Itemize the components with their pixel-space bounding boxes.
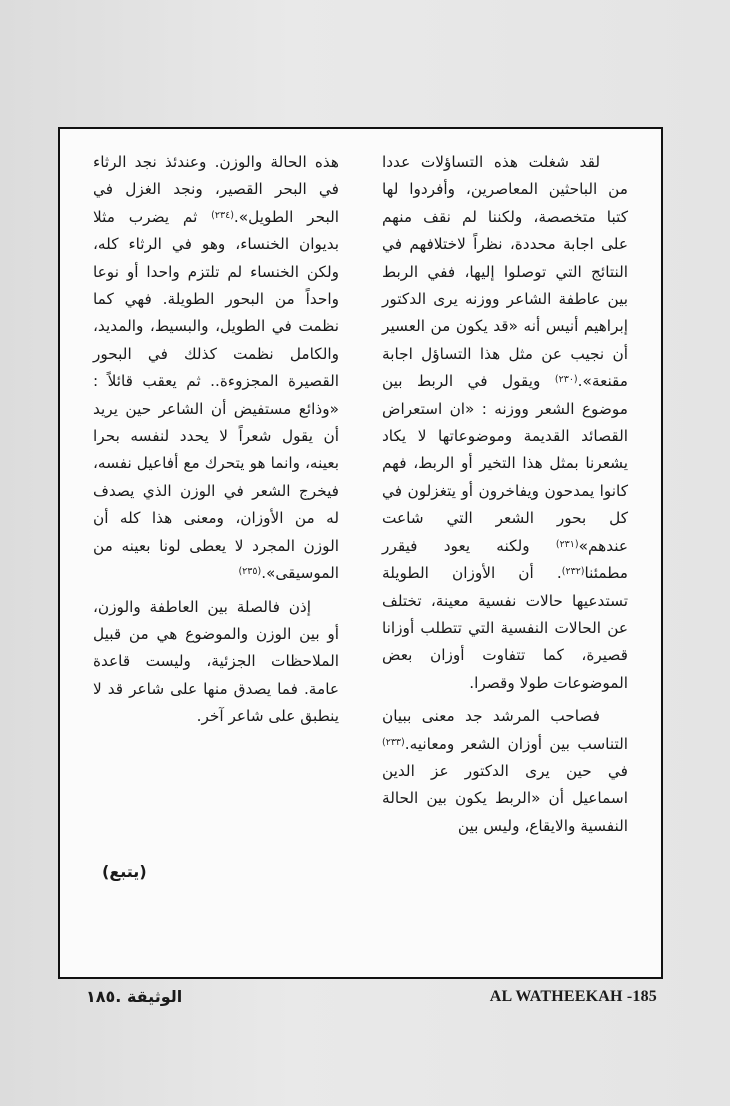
article-frame bbox=[58, 127, 663, 979]
footnote-marker: (٢٣١) bbox=[555, 538, 579, 550]
footnote-marker: (٢٣٠) bbox=[554, 374, 578, 386]
footnote-marker: (٢٣٤) bbox=[211, 209, 234, 221]
footnote-marker: (٢٣٥) bbox=[238, 566, 262, 578]
paragraph bbox=[93, 149, 339, 588]
paragraph-text: هذه الحالة والوزن. وعندئذ نجد الرثاء في البحر القصير، ونجد الغزل في البحر الطويل». bbox=[93, 153, 339, 226]
footer-page-number-latin: AL WATHEEKAH -185 bbox=[489, 988, 657, 1005]
paragraph bbox=[382, 149, 628, 697]
footer-page-number-arabic: الوثيقة .١٨٥ bbox=[86, 987, 183, 1006]
paragraph-text: ويقول في الربط بين موضوع الشعر ووزنه : «ان استعراض القصائد القديمة وموضوعاتها لا يكاد يشعرنا بمثل هذا التخير أو الربط، فهم كانوا يمدحون ويفاخرون أو يتغزلون في كل بحور الشعر التي شاعت عندهم» bbox=[382, 372, 628, 555]
paragraph bbox=[93, 594, 339, 731]
footnote-marker: (٢٣٢) bbox=[561, 566, 585, 578]
to-be-continued-label: (يتبع) bbox=[102, 862, 147, 881]
paragraph-text: . أن الأوزان الطويلة تستدعيها حالات نفسية معينة، تختلف عن الحالات النفسية التي تتطلب أوزانا قصيرة، كما تتفاوت أوزان بعض الموضوعات طولا وقصرا. bbox=[382, 564, 628, 692]
paragraph-text: إذن فالصلة بين العاطفة والوزن، أو بين الوزن والموضوع هي من قبيل الملاحظات الجزئية، وليست قاعدة عامة. فما يصدق منها على شاعر قد لا ينطبق على شاعر آخر. bbox=[93, 597, 339, 726]
paragraph-text: ولكنه يعود فيقرر مطمئنا bbox=[382, 536, 628, 583]
right-text-column bbox=[382, 149, 628, 840]
paragraph bbox=[382, 703, 628, 840]
left-text-column bbox=[93, 149, 339, 731]
paragraph-text: لقد شغلت هذه التساؤلات عددا من الباحثين المعاصرين، وأفردوا لها كتبا متخصصة، ولكننا لم نقف منهم على اجابة محددة، نظراً لاختلافهم في النتائج التي توصلوا إليها، ففي الربط بين عاطفة الشاعر ووزنه يرى الدكتور إبراهيم أنيس أنه «قد يكون من العسير أن نجيب عن مثل هذا التساؤل اجابة مقنعة». bbox=[382, 153, 628, 391]
paragraph-text: فصاحب المرشد جد معنى ببيان التناسب بين أوزان الشعر ومعانيه. bbox=[382, 707, 628, 753]
paragraph-text: ثم يضرب مثلا بديوان الخنساء، وهو في الرثاء كله، ولكن الخنساء لم تلتزم واحدا أو نوعا واحداً من البحور الطويلة. فهي كما نظمت في الطويل، والبسيط، والمديد، والكامل نظمت كذلك في البحور القصيرة المجزوءة.. ثم يعقب قائلاً : «وذائع مستفيض أن الشاعر حين يريد أن يقول شعراً لا يحدد لنفسه بحرا بعينه، وانما هو يتحرك مع أفاعيل نفسه، فيخرج الشعر في الوزن الذي يصدف له من الأوزان، ومعنى هذا كله أن الوزن المجرد لا يعطى لونا بعينه من الموسيقى». bbox=[93, 207, 339, 583]
paragraph-text: في حين يرى الدكتور عز الدين اسماعيل أن «الربط يكون بين الحالة النفسية والايقاع، وليس بين bbox=[382, 761, 628, 835]
footnote-marker: (٢٣٣) bbox=[382, 736, 405, 748]
